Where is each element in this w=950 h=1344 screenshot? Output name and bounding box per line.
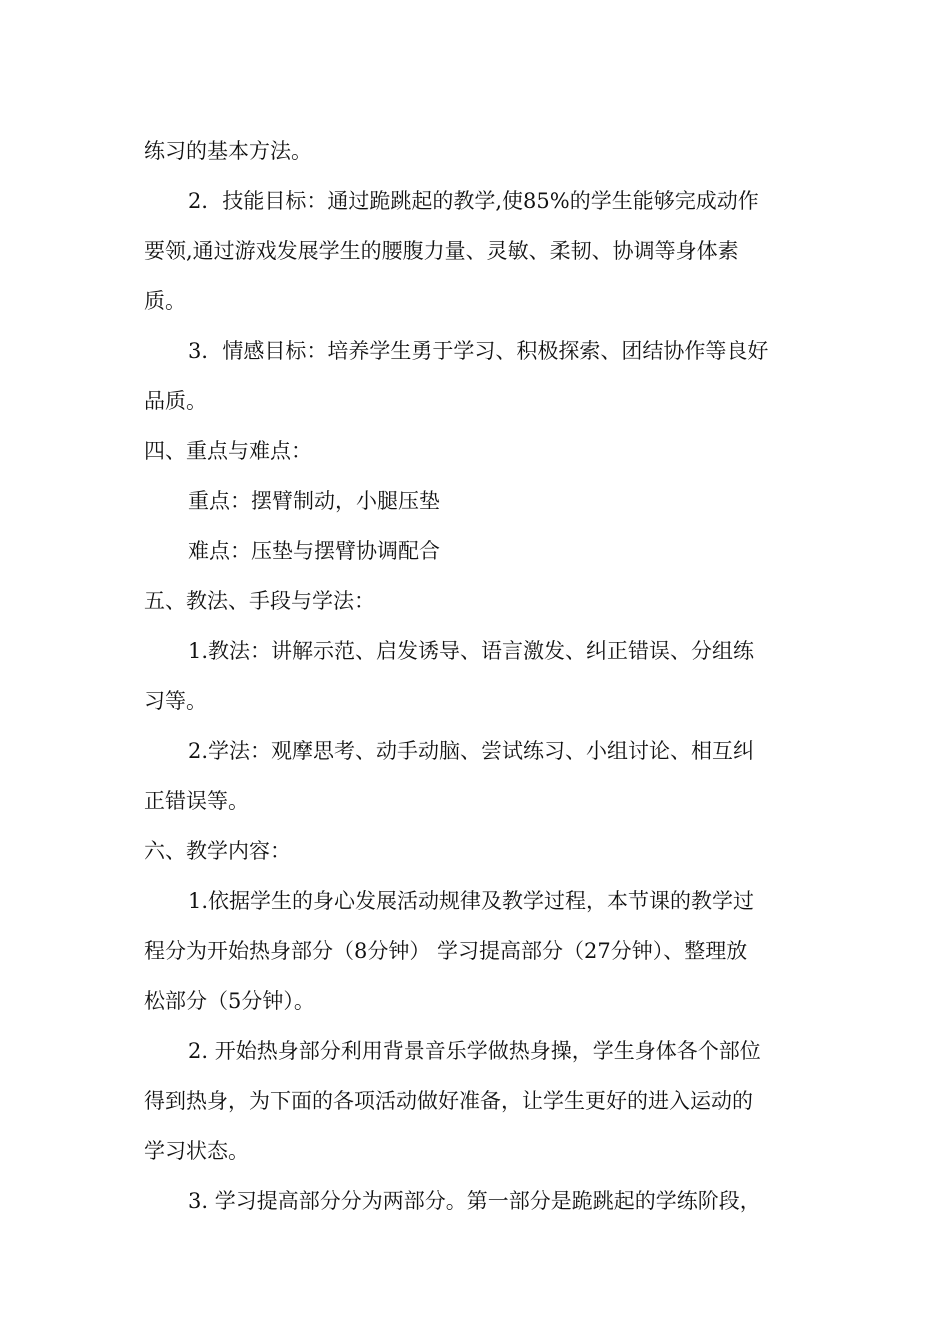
section-heading: 四、重点与难点： xyxy=(144,439,312,463)
text-line: 习等。 xyxy=(144,689,207,713)
text-line: 3．情感目标：培养学生勇于学习、积极探索、团结协作等良好 xyxy=(188,339,769,363)
text-line: 质。 xyxy=(144,289,186,313)
section-heading: 五、教法、手段与学法： xyxy=(144,589,375,613)
text-line: 1.教法：讲解示范、启发诱导、语言激发、纠正错误、分组练 xyxy=(188,639,755,663)
text-line: 2．技能目标：通过跪跳起的教学,使85%的学生能够完成动作 xyxy=(188,189,759,213)
text-line: 要领,通过游戏发展学生的腰腹力量、灵敏、柔韧、协调等身体素 xyxy=(144,239,739,263)
document-body xyxy=(144,126,824,1226)
text-line: 正错误等。 xyxy=(144,789,249,813)
text-line: 2. 开始热身部分利用背景音乐学做热身操，学生身体各个部位 xyxy=(188,1039,761,1063)
text-line: 3. 学习提高部分分为两部分。第一部分是跪跳起的学练阶段， xyxy=(188,1189,761,1213)
text-line: 练习的基本方法。 xyxy=(144,139,312,163)
text-line: 2.学法：观摩思考、动手动脑、尝试练习、小组讨论、相互纠 xyxy=(188,739,755,763)
text-line: 程分为开始热身部分（8分钟） 学习提高部分（27分钟）、整理放 xyxy=(144,939,748,963)
text-line: 难点：压垫与摆臂协调配合 xyxy=(188,539,440,563)
text-line: 重点：摆臂制动，小腿压垫 xyxy=(188,489,440,513)
text-line: 松部分（5分钟）。 xyxy=(144,989,315,1013)
text-line: 1.依据学生的身心发展活动规律及教学过程，本节课的教学过 xyxy=(188,889,755,913)
text-line: 得到热身，为下面的各项活动做好准备，让学生更好的进入运动的 xyxy=(144,1089,753,1113)
text-line: 品质。 xyxy=(144,389,207,413)
text-line: 学习状态。 xyxy=(144,1139,249,1163)
section-heading: 六、教学内容： xyxy=(144,839,291,863)
